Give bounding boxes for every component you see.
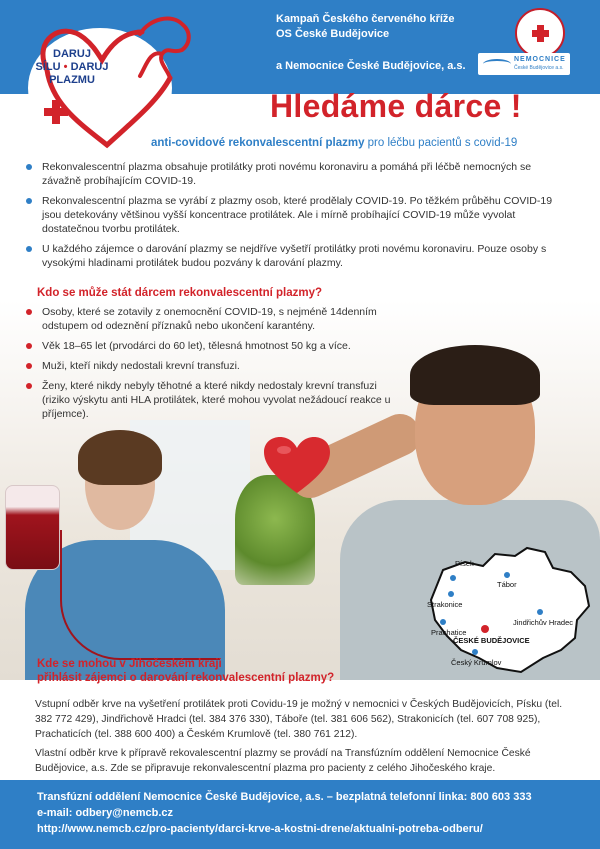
list-item: Osoby, které se zotavily z onemocnění COVID-19, s nejméně 14denním odstupem od odeznění příznaků nebo ukončení karantény.: [32, 305, 392, 333]
map-label-tabor: Tábor: [497, 580, 517, 589]
map-dot-strakonice: [448, 591, 454, 597]
org-line-1: Kampaň Českého červeného kříže: [276, 13, 455, 25]
who-bullets: [32, 305, 392, 427]
red-cross-icon: [532, 25, 549, 42]
map-dot-ceske-budejovice: [481, 625, 489, 633]
subheadline: anti-covidové rekonvalescentní plazmy pro léčbu pacientů s covid-19: [151, 137, 518, 149]
intro-bullets: [32, 160, 572, 276]
list-item: Rekonvalescentní plazma se vyrábí z plazmy osob, které prodělaly COVID-19. Po těžkém průběhu COVID-19 jsou detekovány většinou vyšší koncentrace protilátek. Ale i mírně probíhající COVID-19 může vyvolat dostatečnou tvorbu protilátek.: [32, 194, 572, 236]
footer-url-link[interactable]: http://www.nemcb.cz/pro-pacienty/darci-krve-a-kostni-drene/aktualni-potreba-odberu/: [37, 823, 483, 835]
red-heart-icon: [262, 435, 332, 495]
region-map: [425, 540, 595, 678]
footer: [0, 780, 600, 849]
footer-email-link[interactable]: e-mail: odbery@nemcb.cz: [37, 807, 174, 819]
logo-slogan: DARUJ SÍLU • DARUJ PLAZMU: [35, 48, 109, 86]
list-item: U každého zájemce o darování plazmy se nejdříve vyšetří protilátky proti novému koronaviru. Pouze osoby s vysokými hladinami protilátek budou pozvány k darování plazmy.: [32, 242, 572, 270]
org-line-2: OS České Budějovice: [276, 28, 390, 40]
list-item: Rekonvalescentní plazma obsahuje protilátky proti novému koronaviru a pomáhá při léčbě nemocných se závažně probíhajícím COVID-19.: [32, 160, 572, 188]
red-cross-logo: [515, 8, 565, 58]
hospital-logo: NEMOCNICE České Budějovice a.s.: [478, 53, 570, 75]
list-item: Muži, kteří nikdy nedostali krevní transfuzi.: [32, 359, 392, 373]
map-label-prachatice: Prachatice: [431, 628, 467, 637]
where-paragraph-1: Vstupní odběr krve na vyšetření protilátek proti Covidu-19 je možný v nemocnici v Českých Budějovicích, Písku (tel. 382 772 429), Jindřichově Hradci (tel. 384 376 330), Táboře (tel. 381 606 562), Strakonicích (tel. 607 708 925), Prachaticích (tel. 388 600 400) a Českém Krumlově (tel. 380 761 212).: [35, 699, 563, 740]
blood-tube: [60, 530, 220, 660]
map-label-cesky-krumlov: Český Krumlov: [451, 658, 502, 667]
organizers-text: [276, 12, 466, 74]
map-dot-cesky-krumlov: [472, 649, 478, 655]
where-paragraph-2: Vlastní odběr krve k přípravě rekovalescentní plazmy se provádí na Transfúzním oddělení Nemocnice České Budějovice, a.s. Zde se připravuje rekonvalescentní plazma pro pacienty z celého Jihočeského kraje.: [35, 748, 531, 774]
map-label-pisek: Písek: [455, 559, 474, 568]
wave-icon: [483, 59, 511, 69]
blood-bag-icon: [5, 485, 60, 570]
map-label-strakonice: Strakonice: [427, 600, 463, 609]
map-dot-jindrichuv-hradec: [537, 609, 543, 615]
map-label-jindrichuv-hradec: Jindřichův Hradec: [513, 618, 574, 627]
donor-hair: [410, 345, 540, 405]
nurse-hair: [78, 430, 162, 485]
where-text: [35, 697, 575, 780]
headline: Hledáme dárce !: [270, 88, 522, 124]
list-item: Věk 18–65 let (prvodárci do 60 let), tělesná hmotnost 50 kg a více.: [32, 339, 392, 353]
map-label-ceske-budejovice: ČESKÉ BUDĚJOVICE: [453, 636, 530, 645]
map-dot-tabor: [504, 572, 510, 578]
map-dot-pisek: [450, 575, 456, 581]
list-item: Ženy, které nikdy nebyly těhotné a které nikdy nedostaly krevní transfuzi (riziko výskytu anti HLA protilátek, které mohou vyvolat nežádoucí reakce u příjemce).: [32, 379, 392, 421]
org-line-3: a Nemocnice České Budějovice, a.s.: [276, 60, 466, 72]
cross-bar-v: [52, 100, 60, 124]
map-dot-prachatice: [440, 619, 446, 625]
who-heading: Kdo se může stát dárcem rekonvalescentní plazmy?: [37, 287, 323, 299]
footer-phone-line: Transfúzní oddělení Nemocnice České Budějovice, a.s. – bezplatná telefonní linka: 800 603 333: [37, 791, 532, 803]
where-heading: Kde se mohou v Jihočeském kraji přihlásit zájemci o darování rekonvalescentní plazmy?: [37, 658, 335, 684]
